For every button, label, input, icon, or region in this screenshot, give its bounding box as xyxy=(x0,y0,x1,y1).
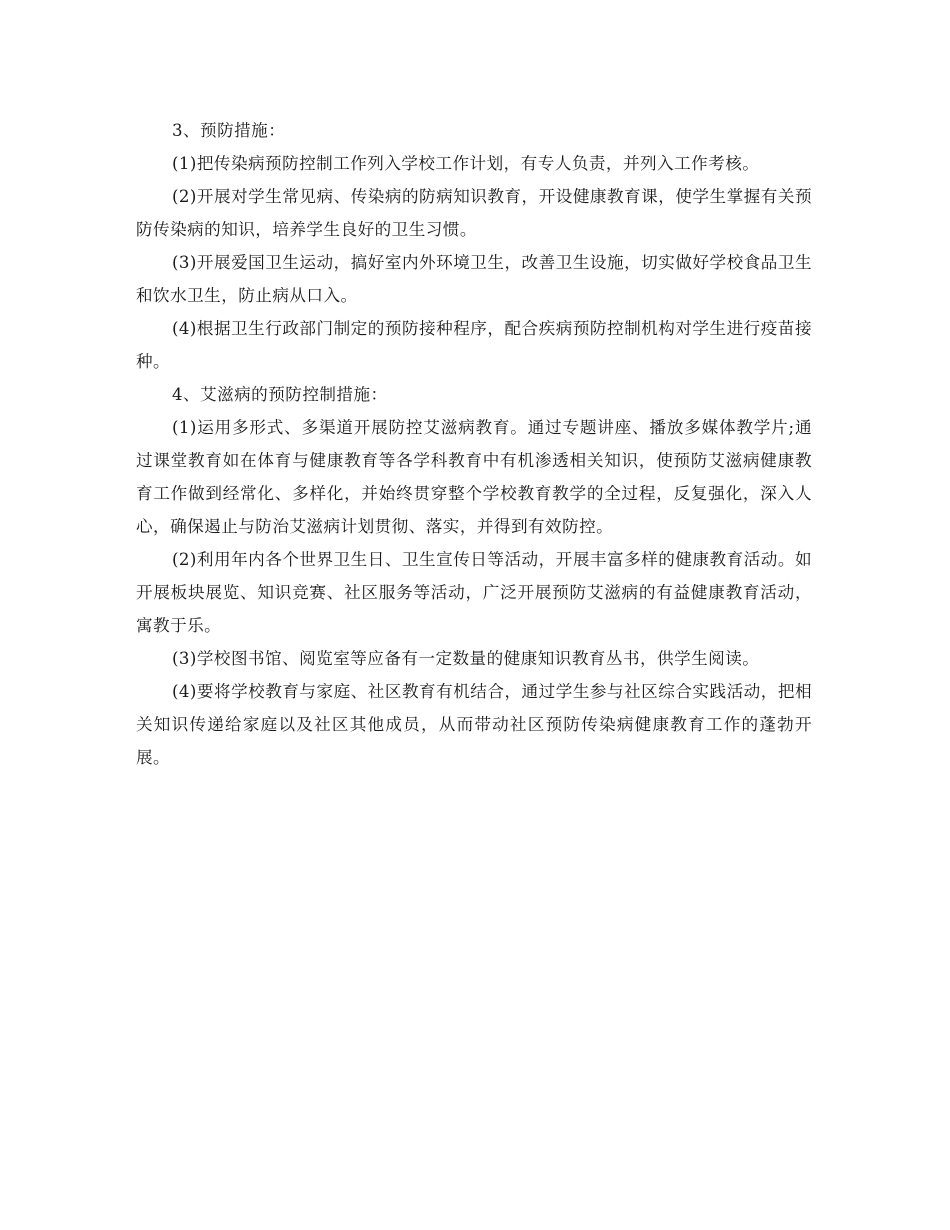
paragraph-prevention-2: (2)开展对学生常见病、传染病的防病知识教育，开设健康教育课，使学生掌握有关预防传染病的知识，培养学生良好的卫生习惯。 xyxy=(136,187,812,239)
section-heading-prevention: 3、预防措施： xyxy=(172,121,286,140)
paragraph-aids-2: (2)利用年内各个世界卫生日、卫生宣传日等活动，开展丰富多样的健康教育活动。如开展板块展览、知识竞赛、社区服务等活动，广泛开展预防艾滋病的有益健康教育活动，寓教于乐。 xyxy=(136,550,812,635)
paragraph-aids-3: (3)学校图书馆、阅览室等应备有一定数量的健康知识教育丛书，供学生阅读。 xyxy=(172,649,760,668)
paragraph-aids-1: (1)运用多形式、多渠道开展防控艾滋病教育。通过专题讲座、播放多媒体教学片;通过课堂教育如在体育与健康教育等各学科教育中有机渗透相关知识，使预防艾滋病健康教育工作做到经常化、多样化，并始终贯穿整个学校教育教学的全过程，反复强化，深入人心，确保遏止与防治艾滋病计划贯彻、落实，并得到有效防控。 xyxy=(136,418,812,536)
paragraph-aids-4: (4)要将学校教育与家庭、社区教育有机结合，通过学生参与社区综合实践活动，把相关知识传递给家庭以及社区其他成员，从而带动社区预防传染病健康教育工作的蓬勃开展。 xyxy=(136,682,812,767)
document-body xyxy=(136,114,812,774)
section-heading-aids: 4、艾滋病的预防控制措施： xyxy=(172,385,388,404)
paragraph-prevention-4: (4)根据卫生行政部门制定的预防接种程序，配合疾病预防控制机构对学生进行疫苗接种。 xyxy=(136,319,812,371)
paragraph-prevention-1: (1)把传染病预防控制工作列入学校工作计划，有专人负责，并列入工作考核。 xyxy=(172,154,760,173)
paragraph-prevention-3: (3)开展爱国卫生运动，搞好室内外环境卫生，改善卫生设施，切实做好学校食品卫生和饮水卫生，防止病从口入。 xyxy=(136,253,812,305)
